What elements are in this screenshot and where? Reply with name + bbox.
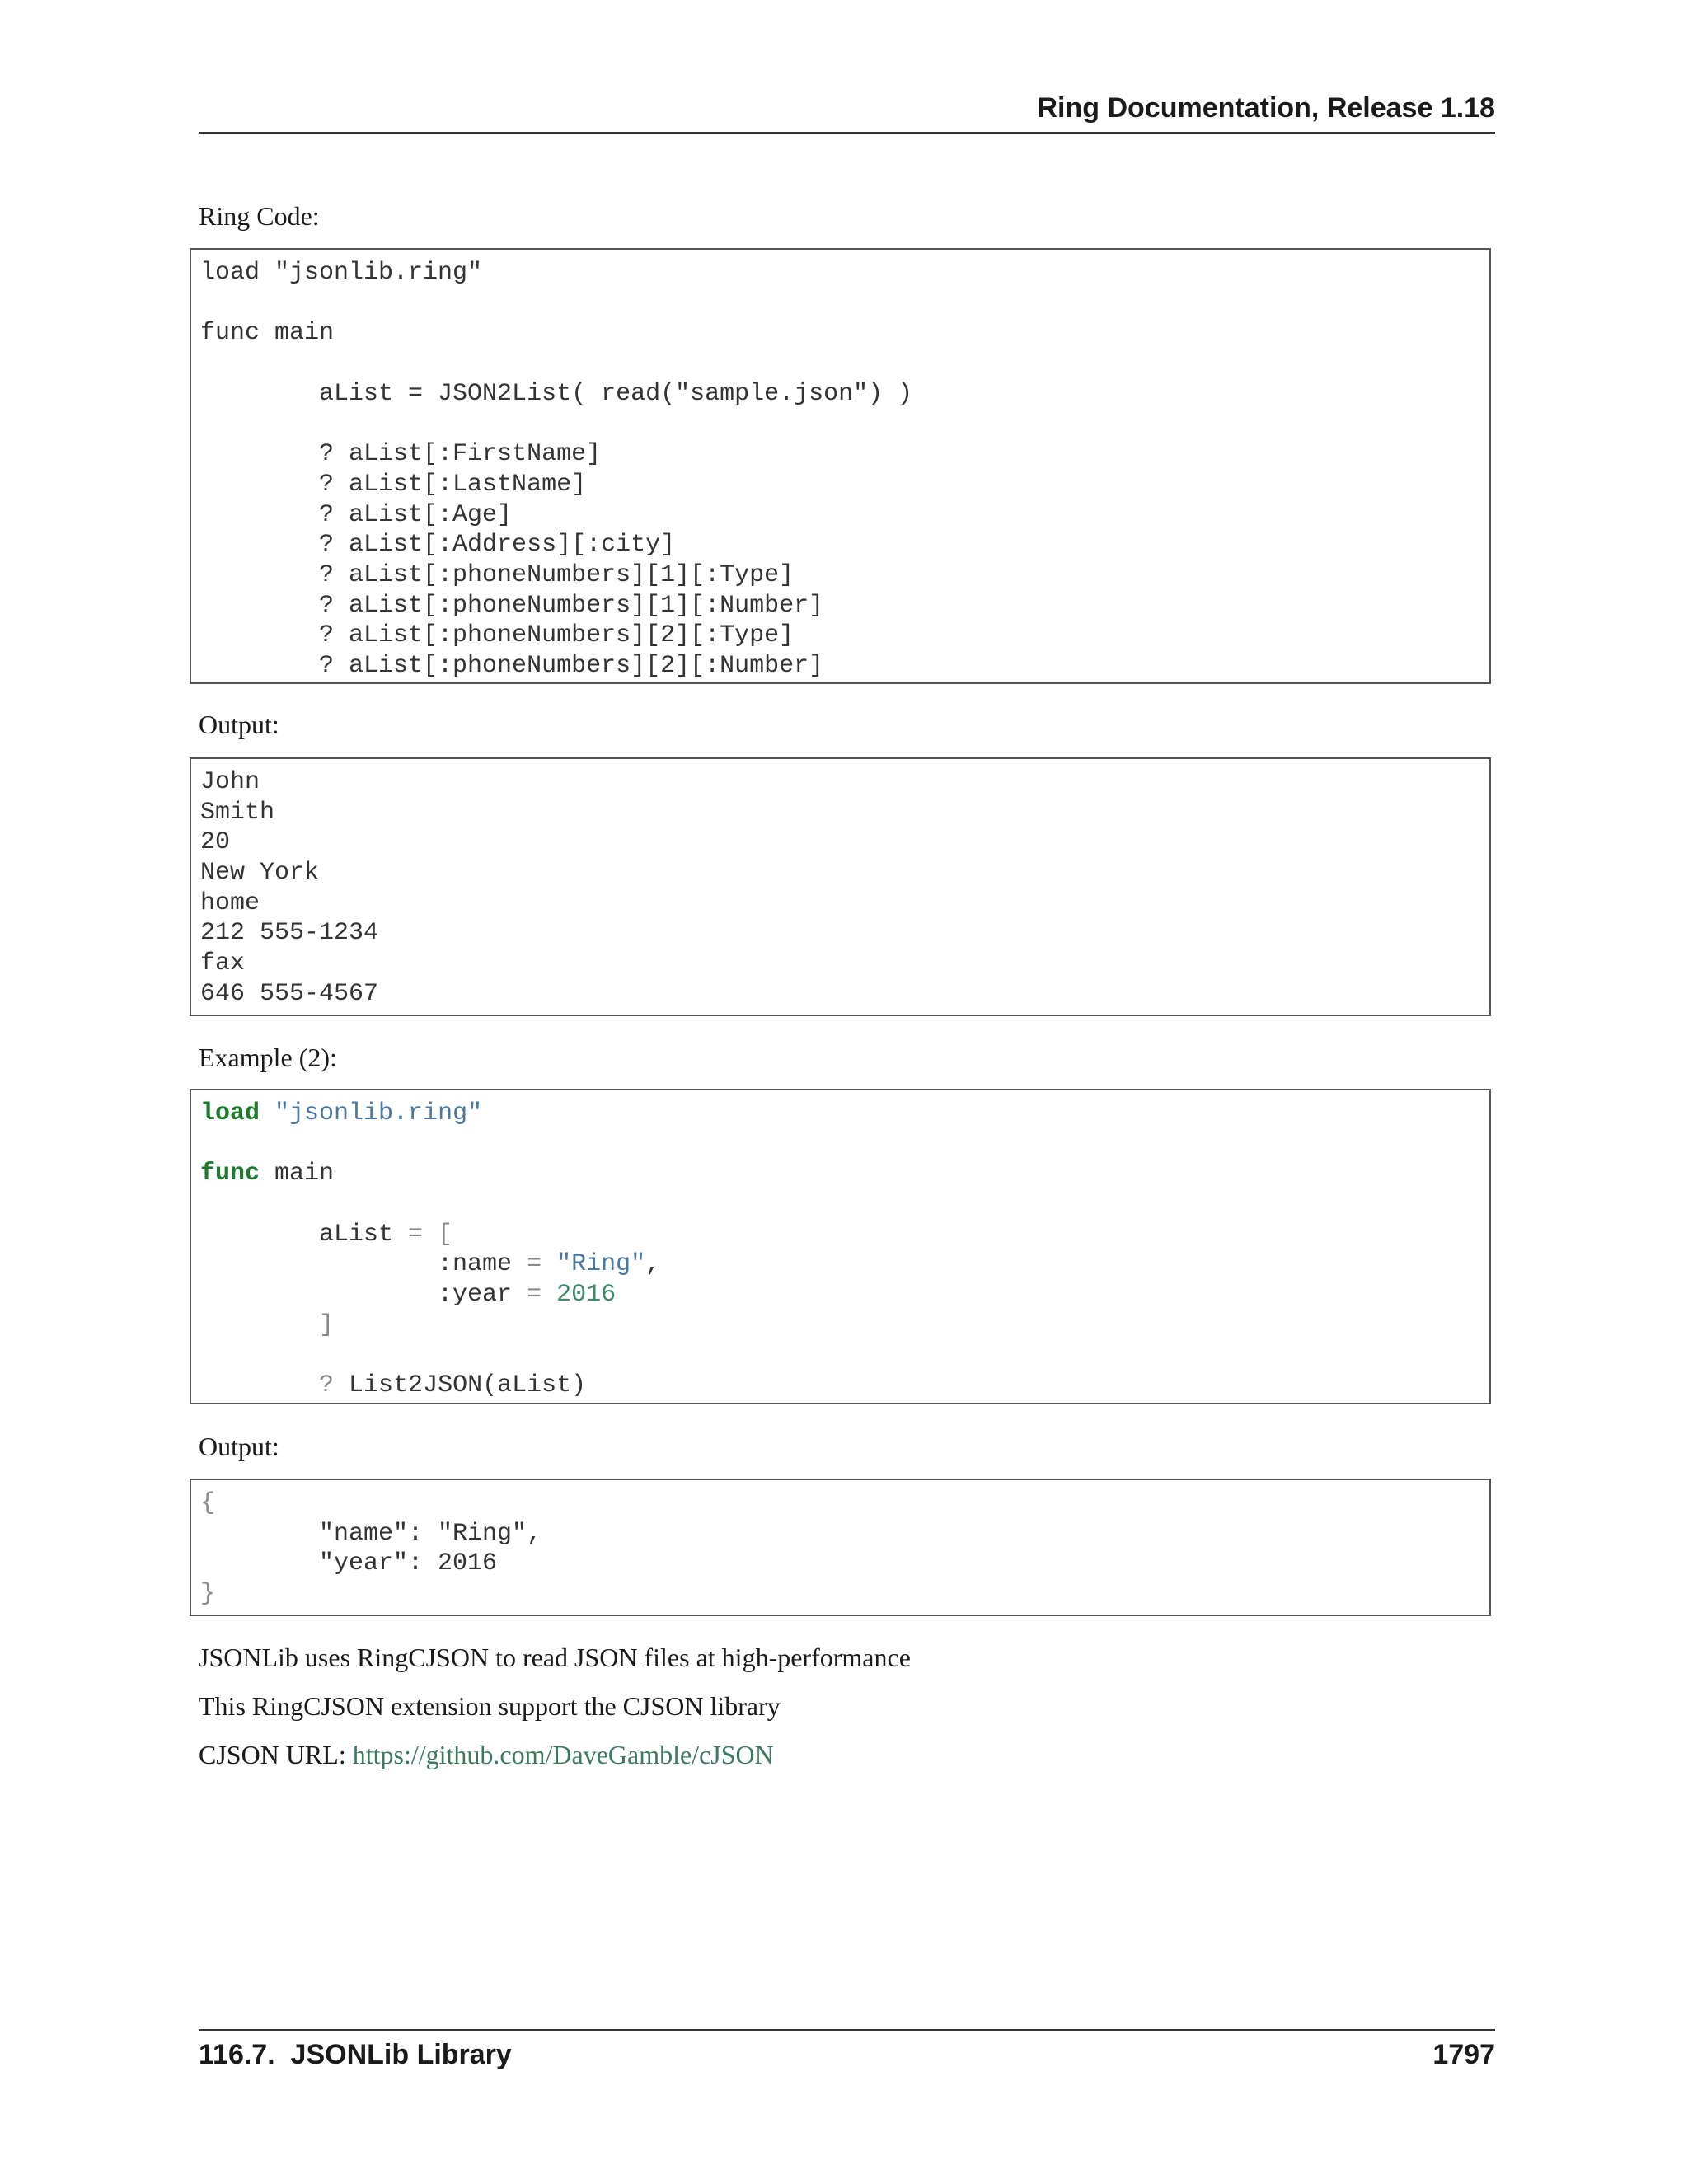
page-number: 1797: [1432, 2039, 1495, 2070]
document-title: Ring Documentation, Release 1.18: [1037, 92, 1495, 124]
code-token: = [: [408, 1220, 453, 1249]
code-token: :name: [200, 1250, 528, 1279]
code-token: main: [260, 1160, 335, 1188]
code-token: func: [200, 1160, 260, 1188]
code-line: [200, 1310, 1489, 1341]
code-line: [200, 1579, 1489, 1610]
code-token: }: [200, 1580, 216, 1609]
code-line: [200, 379, 1489, 410]
code-line: [200, 949, 1489, 979]
code-line: [200, 1099, 1489, 1129]
code-line: [200, 1341, 1489, 1371]
code-token: load: [200, 1099, 260, 1127]
code-token: ? aList[:Address][:city]: [200, 531, 676, 560]
page-footer: [199, 2029, 1495, 2080]
example-2-label: Example (2):: [199, 1043, 337, 1072]
code-line: [200, 798, 1489, 828]
ring-code-label: Ring Code:: [199, 201, 320, 231]
code-token: 646 555-4567: [200, 979, 379, 1008]
code-token: 2016: [556, 1281, 617, 1310]
code-token: "year": 2016: [200, 1549, 498, 1578]
output-label-2: Output:: [199, 1432, 279, 1461]
code-line: [200, 1189, 1489, 1220]
code-line: [200, 827, 1489, 858]
code-token: ? aList[:LastName]: [200, 470, 587, 499]
code-line: [200, 1371, 1489, 1401]
code-token: John: [200, 768, 260, 796]
code-line: [200, 979, 1489, 1010]
footer-section-title: 116.7. JSONLib Library: [199, 2039, 512, 2070]
output-block-1: [190, 757, 1491, 1016]
code-line: [200, 918, 1489, 949]
code-token: New York: [200, 859, 320, 888]
cjson-url-label: CJSON URL:: [199, 1740, 353, 1769]
code-token: Smith: [200, 798, 275, 827]
code-token: {: [200, 1489, 216, 1517]
code-token: [542, 1250, 556, 1278]
code-token: "Ring": [556, 1250, 646, 1279]
code-line: [200, 560, 1489, 591]
code-line: [200, 621, 1489, 651]
code-line: [200, 858, 1489, 888]
code-line: [200, 258, 1489, 288]
code-line: [200, 591, 1489, 621]
code-line: [200, 1220, 1489, 1250]
code-token: List2JSON(aList): [334, 1371, 587, 1400]
code-line: [200, 767, 1489, 798]
code-token: home: [200, 888, 260, 917]
code-line: [200, 1129, 1489, 1160]
paragraph-cjson-url: [199, 1738, 774, 1771]
code-token: [200, 1371, 319, 1399]
code-token: ? aList[:FirstName]: [200, 440, 602, 469]
code-line: [200, 1249, 1489, 1280]
code-line: [200, 1519, 1489, 1549]
code-token: ? aList[:phoneNumbers][1][:Type]: [200, 560, 795, 589]
code-token: load "jsonlib.ring": [200, 259, 483, 287]
code-token: [260, 1099, 274, 1127]
output-label-1: Output:: [199, 710, 279, 739]
code-line: [200, 651, 1489, 682]
code-line: [200, 349, 1489, 379]
code-token: fax: [200, 949, 246, 978]
code-token: ,: [645, 1250, 661, 1279]
code-line: [200, 1488, 1489, 1519]
page-header: [199, 89, 1495, 134]
paragraph-ringcjson-extension: This RingCJSON extension support the CJSON library: [199, 1691, 781, 1721]
code-line: [200, 1280, 1489, 1310]
code-token: 20: [200, 828, 231, 857]
code-token: :year: [200, 1281, 528, 1310]
code-token: aList: [200, 1220, 409, 1249]
code-token: =: [527, 1250, 542, 1279]
code-line: [200, 439, 1489, 470]
cjson-url-link[interactable]: https://github.com/DaveGamble/cJSON: [352, 1740, 774, 1769]
code-token: ? aList[:phoneNumbers][2][:Type]: [200, 621, 795, 650]
code-line: [200, 288, 1489, 319]
paragraph-jsonlib-performance: JSONLib uses RingCJSON to read JSON files at high-performance: [199, 1643, 911, 1672]
code-token: ]: [200, 1310, 335, 1339]
code-token: [542, 1281, 556, 1309]
code-line: [200, 1159, 1489, 1189]
code-token: func main: [200, 319, 335, 348]
code-token: =: [527, 1281, 542, 1310]
code-line: [200, 318, 1489, 349]
code-line: [200, 470, 1489, 500]
code-token: "jsonlib.ring": [274, 1099, 483, 1127]
code-line: [200, 530, 1489, 560]
code-block-ring-example-2: [190, 1089, 1491, 1404]
code-token: ?: [319, 1371, 335, 1400]
code-line: [200, 409, 1489, 439]
code-token: ? aList[:phoneNumbers][2][:Number]: [200, 651, 824, 680]
output-block-2: [190, 1479, 1491, 1616]
code-token: "name": "Ring",: [200, 1519, 542, 1548]
code-token: ? aList[:phoneNumbers][1][:Number]: [200, 591, 824, 620]
code-token: 212 555-1234: [200, 919, 379, 948]
code-token: ? aList[:Age]: [200, 500, 513, 529]
code-line: [200, 888, 1489, 919]
code-token: aList = JSON2List( read("sample.json") ): [200, 379, 913, 408]
code-line: [200, 1549, 1489, 1579]
code-block-ring-example-1: [190, 248, 1491, 684]
code-line: [200, 500, 1489, 531]
